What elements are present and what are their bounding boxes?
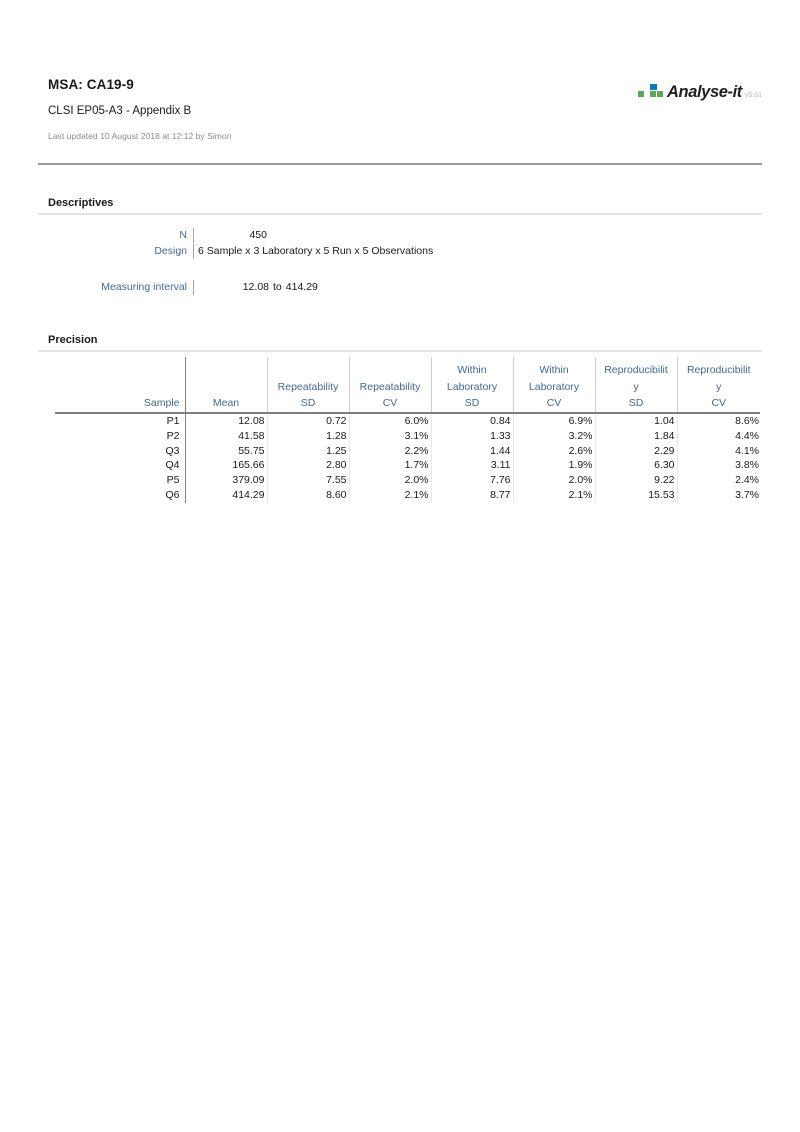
cell-sample: Q3 bbox=[55, 444, 185, 459]
cell-within-laboratory-sd: 7.76 bbox=[431, 473, 513, 488]
field-row-measuring-interval bbox=[0, 279, 800, 295]
document-subtitle: CLSI EP05-A3 - Appendix B bbox=[48, 104, 192, 117]
cell-repeatability-cv: 2.2% bbox=[349, 444, 431, 459]
field-row-design bbox=[0, 243, 800, 259]
cell-mean: 12.08 bbox=[185, 413, 267, 429]
cell-mean: 379.09 bbox=[185, 473, 267, 488]
column-header-mean: Mean bbox=[185, 357, 267, 413]
analyse-it-logo-icon bbox=[638, 83, 663, 99]
cell-within-laboratory-sd: 3.11 bbox=[431, 458, 513, 473]
column-header-reproducibility-sd: Reproducibilit y SD bbox=[595, 357, 677, 413]
cell-sample: P5 bbox=[55, 473, 185, 488]
cell-repeatability-cv: 2.0% bbox=[349, 473, 431, 488]
cell-reproducibility-cv: 8.6% bbox=[735, 415, 759, 427]
column-header-repeatability-cv: Repeatability CV bbox=[349, 357, 431, 413]
cell-sample: P2 bbox=[55, 429, 185, 444]
cell-reproducibility-cv: 4.4% bbox=[735, 429, 759, 442]
cell-sample: P1 bbox=[55, 413, 185, 429]
cell-within-laboratory-sd: 1.44 bbox=[431, 444, 513, 459]
field-value-measuring-interval bbox=[194, 282, 318, 293]
field-value-design: 6 Sample x 3 Laboratory x 5 Run x 5 Observations bbox=[198, 244, 434, 257]
cell-reproducibility-cv: 3.7% bbox=[735, 488, 759, 501]
field-value-n: 450 bbox=[249, 228, 267, 241]
column-header-reproducibility-cv: Reproducibilit y CV bbox=[677, 357, 760, 413]
field-row-n bbox=[0, 227, 800, 243]
cell-mean: 414.29 bbox=[185, 488, 267, 503]
column-header-within-laboratory-sd: Within Laboratory SD bbox=[431, 357, 513, 413]
cell-sample: Q6 bbox=[55, 488, 185, 503]
table-row bbox=[55, 488, 760, 503]
table-header-row bbox=[55, 357, 760, 413]
cell-mean: 55.75 bbox=[185, 444, 267, 459]
brand-version: v5.01 bbox=[744, 92, 762, 99]
column-header-within-laboratory-cv: Within Laboratory CV bbox=[513, 357, 595, 413]
cell-reproducibility-sd: 15.53 bbox=[595, 488, 677, 503]
cell-repeatability-cv: 1.7% bbox=[349, 458, 431, 473]
section-heading-precision: Precision bbox=[48, 334, 98, 346]
measuring-interval-upper: 414.29 bbox=[285, 280, 318, 293]
cell-reproducibility-sd: 6.30 bbox=[595, 458, 677, 473]
brand-name: Analyse-it bbox=[667, 82, 742, 101]
table-row bbox=[55, 429, 760, 444]
field-label-measuring-interval: Measuring interval bbox=[101, 280, 187, 293]
last-updated-text: Last updated 10 August 2018 at 12:12 by Simon bbox=[48, 131, 232, 141]
cell-within-laboratory-cv: 2.1% bbox=[513, 488, 595, 503]
table-row bbox=[55, 473, 760, 488]
cell-reproducibility-sd: 1.84 bbox=[595, 429, 677, 444]
cell-within-laboratory-cv: 2.6% bbox=[513, 444, 595, 459]
cell-repeatability-sd: 1.25 bbox=[267, 444, 349, 459]
precision-divider bbox=[38, 350, 762, 352]
field-label-n: N bbox=[179, 228, 187, 241]
cell-reproducibility-sd: 1.04 bbox=[595, 413, 677, 429]
cell-reproducibility-sd: 9.22 bbox=[595, 473, 677, 488]
cell-repeatability-cv: 3.1% bbox=[349, 429, 431, 444]
column-header-repeatability-sd: Repeatability SD bbox=[267, 357, 349, 413]
cell-repeatability-sd: 2.80 bbox=[267, 458, 349, 473]
cell-repeatability-sd: 8.60 bbox=[267, 488, 349, 503]
cell-within-laboratory-cv: 6.9% bbox=[513, 413, 595, 429]
cell-repeatability-sd: 1.28 bbox=[267, 429, 349, 444]
descriptives-divider bbox=[38, 213, 762, 215]
cell-repeatability-cv: 6.0% bbox=[349, 413, 431, 429]
descriptives-fields bbox=[0, 227, 800, 295]
cell-within-laboratory-cv: 1.9% bbox=[513, 458, 595, 473]
cell-within-laboratory-cv: 2.0% bbox=[513, 473, 595, 488]
measuring-interval-connector: to bbox=[273, 280, 282, 293]
cell-sample: Q4 bbox=[55, 458, 185, 473]
precision-table bbox=[55, 357, 760, 503]
precision-table-body bbox=[55, 413, 760, 503]
brand-logo bbox=[638, 80, 762, 100]
cell-repeatability-sd: 7.55 bbox=[267, 473, 349, 488]
table-row bbox=[55, 413, 760, 429]
cell-reproducibility-cv: 2.4% bbox=[735, 474, 759, 487]
cell-mean: 165.66 bbox=[185, 458, 267, 473]
table-row bbox=[55, 444, 760, 459]
cell-within-laboratory-cv: 3.2% bbox=[513, 429, 595, 444]
table-row bbox=[55, 458, 760, 473]
cell-within-laboratory-sd: 0.84 bbox=[431, 413, 513, 429]
cell-repeatability-cv: 2.1% bbox=[349, 488, 431, 503]
measuring-interval-lower: 12.08 bbox=[242, 280, 269, 293]
column-header-sample: Sample bbox=[55, 357, 185, 413]
cell-reproducibility-cv: 4.1% bbox=[735, 444, 759, 457]
cell-reproducibility-cv: 3.8% bbox=[735, 459, 759, 472]
cell-within-laboratory-sd: 1.33 bbox=[431, 429, 513, 444]
field-label-design: Design bbox=[154, 244, 187, 257]
cell-mean: 41.58 bbox=[185, 429, 267, 444]
cell-reproducibility-sd: 2.29 bbox=[595, 444, 677, 459]
section-heading-descriptives: Descriptives bbox=[48, 197, 114, 209]
header-divider bbox=[38, 163, 762, 165]
page-title: MSA: CA19-9 bbox=[48, 77, 134, 92]
cell-repeatability-sd: 0.72 bbox=[267, 413, 349, 429]
cell-within-laboratory-sd: 8.77 bbox=[431, 488, 513, 503]
